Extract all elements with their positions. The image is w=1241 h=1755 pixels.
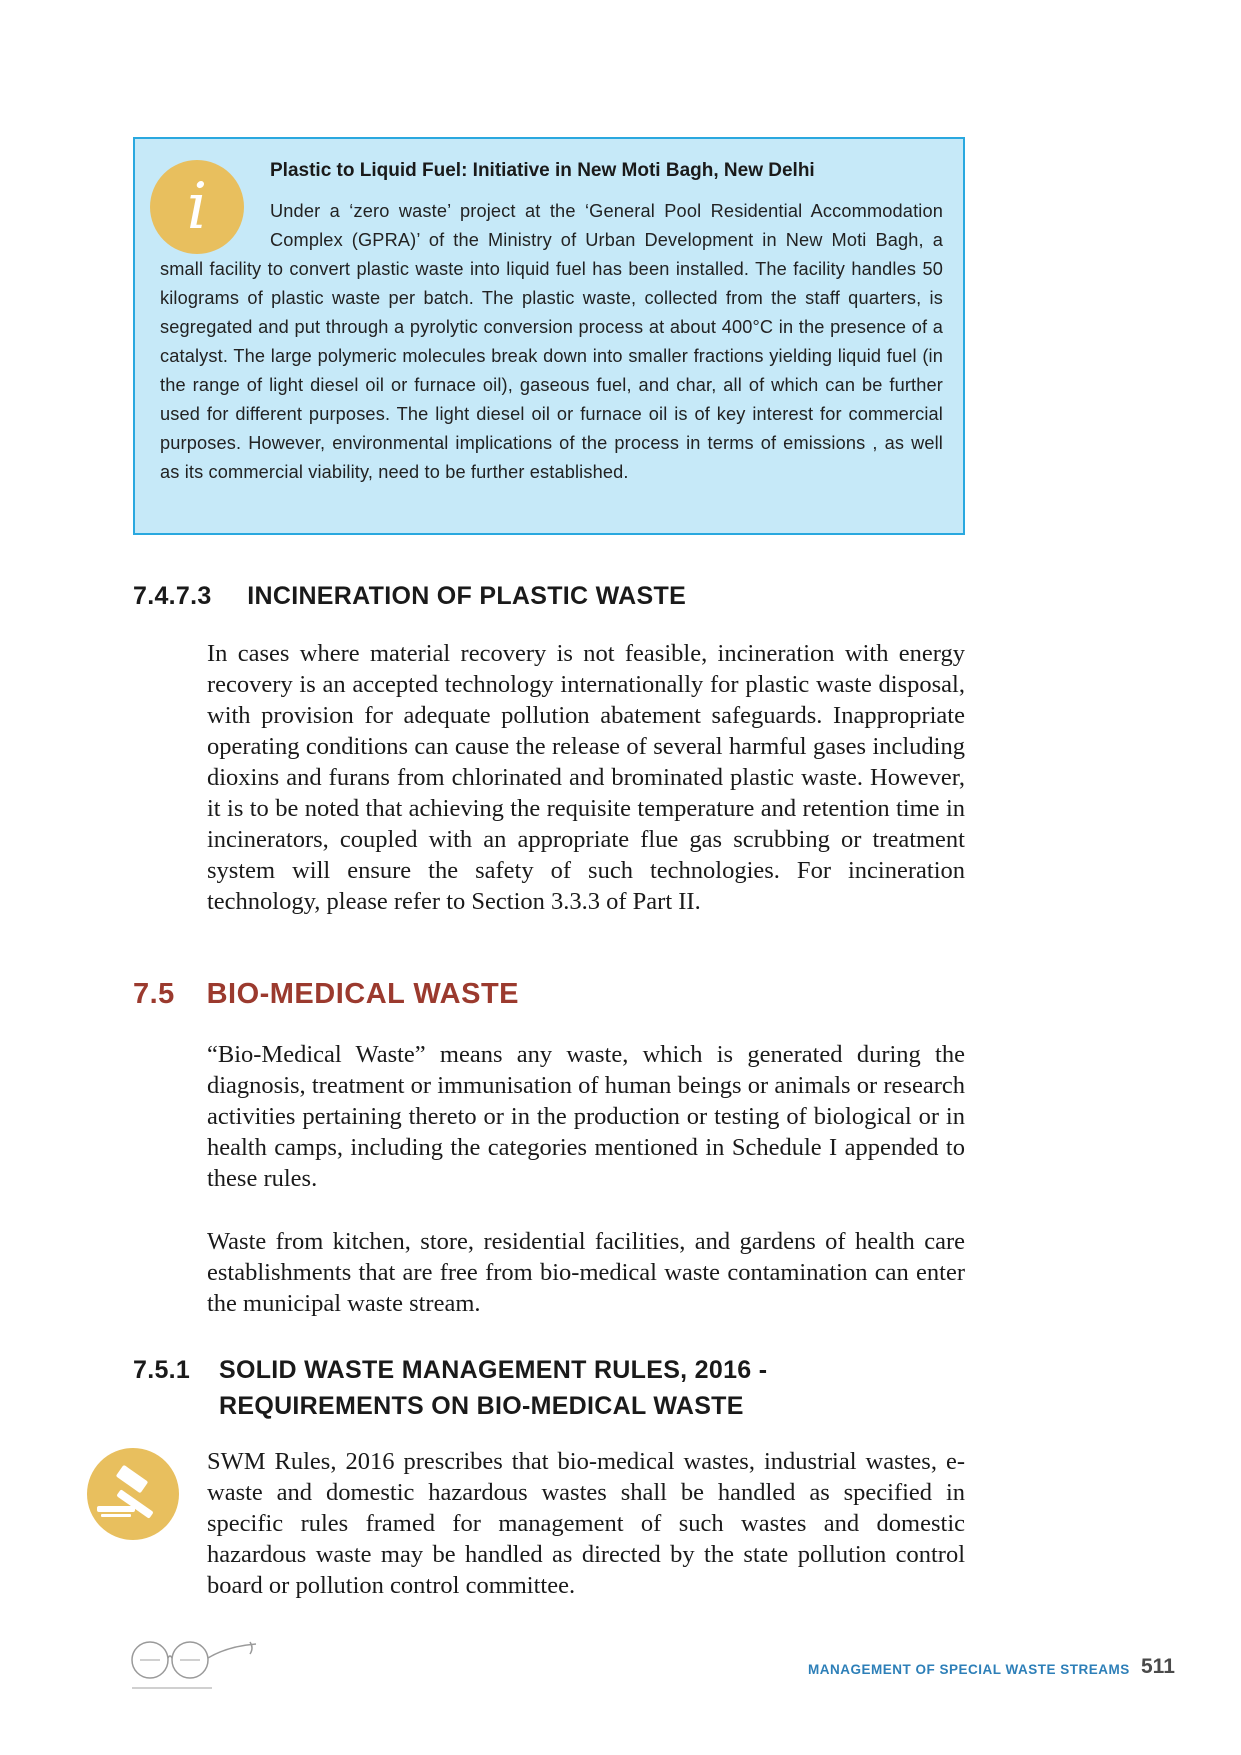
body-paragraph: Waste from kitchen, store, residential facilities, and gardens of health care establishments that are free from bio-medical waste contamination can enter the municipal waste stream. [207,1228,965,1317]
info-box-title: Plastic to Liquid Fuel: Initiative in New Moti Bagh, New Delhi [270,160,815,181]
section-heading-751 [133,1352,767,1424]
gavel-icon [87,1448,179,1540]
section-title-line2: REQUIREMENTS ON BIO-MEDICAL WASTE [219,1392,744,1420]
section-number: 7.5 [133,978,175,1010]
major-heading-75 [133,978,519,1011]
section-title: BIO-MEDICAL WASTE [206,978,520,1010]
body-paragraph: “Bio-Medical Waste” means any waste, which is generated during the diagnosis, treatment or immunisation of human beings or animals or research activities pertaining thereto or in the production or testing of biological or in health camps, including the categories mentioned in Schedule I appended to these rules. [207,1041,965,1192]
section-title-line1: SOLID WASTE MANAGEMENT RULES, 2016 - [219,1356,768,1384]
section-number: 7.5.1 [133,1356,191,1384]
section-number: 7.4.7.3 [133,582,212,610]
info-box-text: Under a ‘zero waste’ project at the ‘General Pool Residential Accommodation Complex (GPRA)’ of the Ministry of Urban Development in New Moti Bagh, a small facility to convert plastic waste into liquid fuel has been installed. The facility handles 50 kilograms of plastic waste per batch. The plastic waste, collected from the staff quarters, is segregated and put through a pyrolytic conversion process at about 400°C in the presence of a catalyst. The large polymeric molecules break down into smaller fractions yielding liquid fuel (in the range of light diesel oil or furnace oil), gaseous fuel, and char, all of which can be further used for different purposes. The light diesel oil or furnace oil is of key interest for commercial purposes. However, environmental implications of the process in terms of emissions , as well as its commercial viability, need to be further established. [160,201,943,482]
section-title: INCINERATION OF PLASTIC WASTE [247,582,687,610]
info-icon: i [150,160,244,254]
page-number: 511 [1141,1655,1175,1678]
footer-chapter-title: MANAGEMENT OF SPECIAL WASTE STREAMS [808,1662,1130,1677]
section-heading-7473 [133,582,686,611]
body-paragraph: In cases where material recovery is not feasible, incineration with energy recovery is an accepted technology internationally for plastic waste disposal, with provision for adequate pollution abatement safeguards. Inappropriate operating conditions can cause the release of several harmful gases including dioxins and furans from chlorinated and brominated plastic waste. However, it is to be noted that achieving the requisite temperature and retention time in incinerators, coupled with an appropriate flue gas scrubbing or treatment system will ensure the safety of such technologies. For incineration technology, please refer to Section 3.3.3 of Part II. [207,640,965,915]
body-paragraph: SWM Rules, 2016 prescribes that bio-medical wastes, industrial wastes, e-waste and domestic hazardous wastes shall be handled as specified in specific rules framed for management of such wastes and domestic hazardous waste may be handled as directed by the state pollution control board or pollution control committee. [207,1448,965,1599]
swachh-bharat-logo [128,1638,260,1700]
